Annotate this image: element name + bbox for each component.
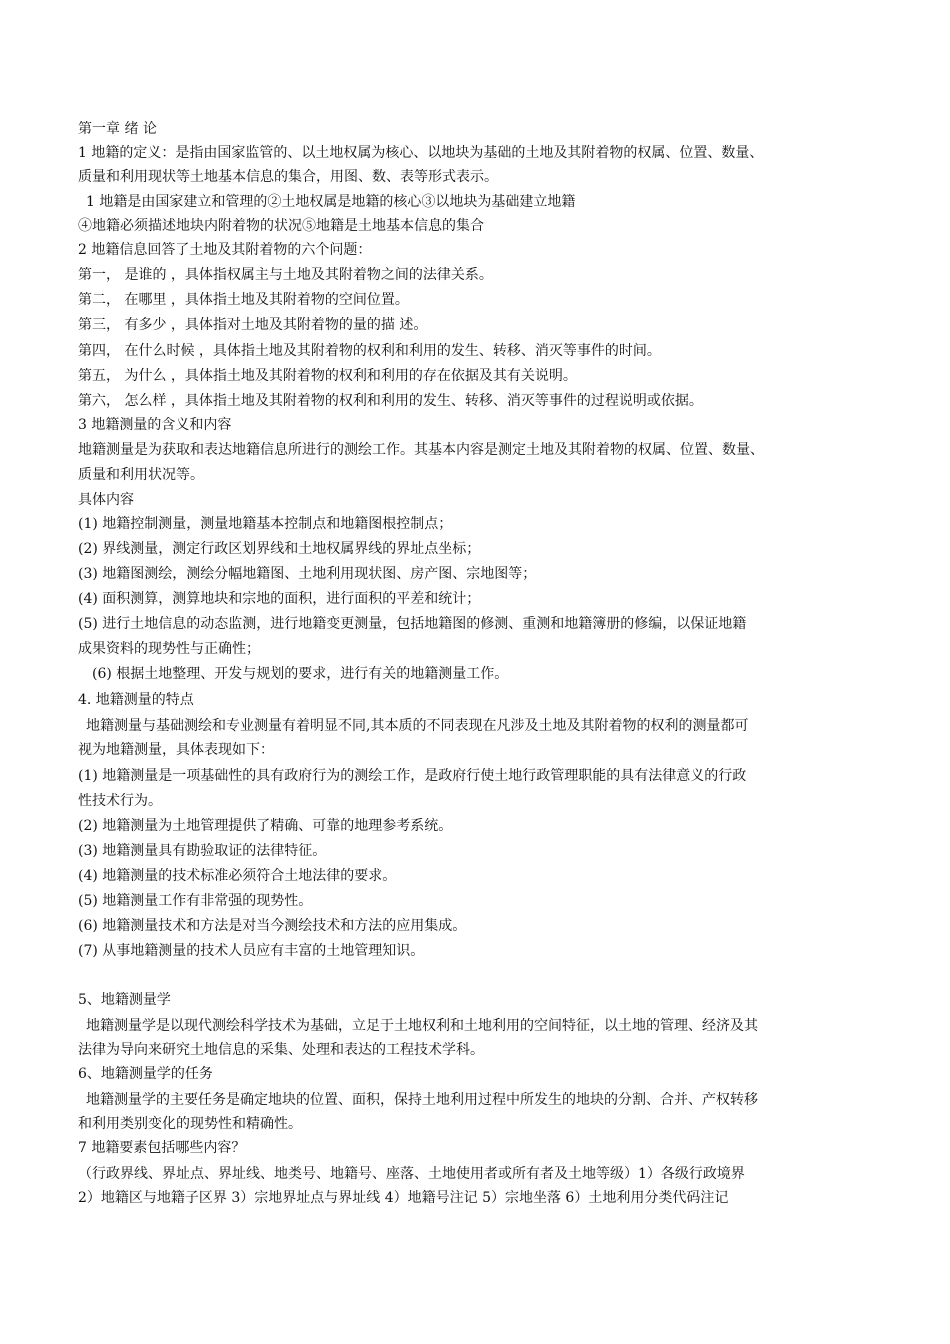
text-line: 地籍测量学是以现代测绘科学技术为基础，立足于土地权利和土地利用的空间特征，以土地的管理、经济及其 — [86, 1018, 758, 1034]
section-heading: 7 地籍要素包括哪些内容？ — [78, 1140, 246, 1156]
text-line: ④地籍必须描述地块内附着物的状况⑤地籍是土地基本信息的集合 — [78, 218, 484, 234]
text-line: 和利用类别变化的现势性和精确性。 — [78, 1116, 302, 1132]
chapter-title: 第一章 绪 论 — [78, 121, 157, 137]
text-line: 视为地籍测量，具体表现如下： — [78, 742, 274, 758]
list-item: (7) 从事地籍测量的技术人员应有丰富的土地管理知识。 — [78, 943, 425, 959]
list-item: (2) 界线测量，测定行政区划界线和土地权属界线的界址点坐标； — [78, 541, 481, 557]
text-line: 地籍测量是为获取和表达地籍信息所进行的测绘工作。其基本内容是测定土地及其附着物的权属、位置、数量、 — [78, 442, 764, 458]
text-line: （行政界线、界址点、界址线、地类号、地籍号、座落、土地使用者或所有者及土地等级）1）各级行政境界 — [78, 1166, 745, 1182]
text-line: 地籍测量与基础测绘和专业测量有着明显不同,其本质的不同表现在凡涉及土地及其附着物的权利的测量都可 — [86, 718, 749, 734]
text-line: 2 地籍信息回答了土地及其附着物的六个问题： — [78, 242, 372, 258]
text-line: 2）地籍区与地籍子区界 3）宗地界址点与界址线 4）地籍号注记 5）宗地坐落 6）土地利用分类代码注记 — [78, 1190, 729, 1206]
list-item: (6) 地籍测量技术和方法是对当今测绘技术和方法的应用集成。 — [78, 918, 467, 934]
text-line: 第二， 在哪里 ，具体指土地及其附着物的空间位置。 — [78, 292, 409, 308]
text-line: 第六， 怎么样 ，具体指土地及其附着物的权利和利用的发生、转移、消灭等事件的过程说明或依据。 — [78, 393, 703, 409]
text-line: 质量和利用状况等。 — [78, 467, 204, 483]
section-heading: 5、地籍测量学 — [78, 992, 171, 1008]
text-line: 法律为导向来研究土地信息的采集、处理和表达的工程技术学科。 — [78, 1042, 484, 1058]
text-line: 第一， 是谁的 ，具体指权属主与土地及其附着物之间的法律关系。 — [78, 267, 493, 283]
text-line: 成果资料的现势性与正确性； — [78, 641, 260, 657]
section-heading: 3 地籍测量的含义和内容 — [78, 417, 232, 433]
text-line: 第五， 为什么 ，具体指土地及其附着物的权利和利用的存在依据及其有关说明。 — [78, 368, 577, 384]
list-item: (5) 地籍测量工作有非常强的现势性。 — [78, 893, 313, 909]
list-item: (1) 地籍控制测量，测量地籍基本控制点和地籍图根控制点； — [78, 516, 453, 532]
section-heading: 6、地籍测量学的任务 — [78, 1066, 213, 1082]
list-item: (6) 根据土地整理、开发与规划的要求，进行有关的地籍测量工作。 — [92, 666, 509, 682]
list-item: (1) 地籍测量是一项基础性的具有政府行为的测绘工作，是政府行使土地行政管理职能的具有法律意义的行政 — [78, 768, 747, 784]
list-item: (3) 地籍图测绘，测绘分幅地籍图、土地利用现状图、房产图、宗地图等； — [78, 566, 537, 582]
text-line: 第四， 在什么时候 ，具体指土地及其附着物的权利和利用的发生、转移、消灭等事件的时间。 — [78, 343, 661, 359]
text-line: 具体内容 — [78, 492, 134, 508]
text-line: 性技术行为。 — [78, 793, 162, 809]
list-item: (3) 地籍测量具有勘验取证的法律特征。 — [78, 843, 327, 859]
list-item: (4) 面积测算，测算地块和宗地的面积，进行面积的平差和统计； — [78, 591, 481, 607]
list-item: (4) 地籍测量的技术标准必须符合土地法律的要求。 — [78, 868, 397, 884]
text-line: 1 地籍的定义：是指由国家监管的、以土地权属为核心、以地块为基础的土地及其附着物的权属、位置、数量、 — [78, 145, 764, 161]
text-line: 第三， 有多少 ，具体指对土地及其附着物的量的描 述。 — [78, 317, 428, 333]
section-heading: 4. 地籍测量的特点 — [78, 692, 194, 708]
list-item: (2) 地籍测量为土地管理提供了精确、可靠的地理参考系统。 — [78, 818, 453, 834]
text-line: 质量和利用现状等土地基本信息的集合，用图、数、表等形式表示。 — [78, 169, 498, 185]
list-item: (5) 进行土地信息的动态监测，进行地籍变更测量，包括地籍图的修测、重测和地籍簿册的修编，以保证地籍 — [78, 616, 747, 632]
text-line: 1 地籍是由国家建立和管理的②土地权属是地籍的核心③以地块为基础建立地籍 — [86, 194, 576, 210]
text-line: 地籍测量学的主要任务是确定地块的位置、面积，保持土地利用过程中所发生的地块的分割、合并、产权转移 — [86, 1092, 758, 1108]
